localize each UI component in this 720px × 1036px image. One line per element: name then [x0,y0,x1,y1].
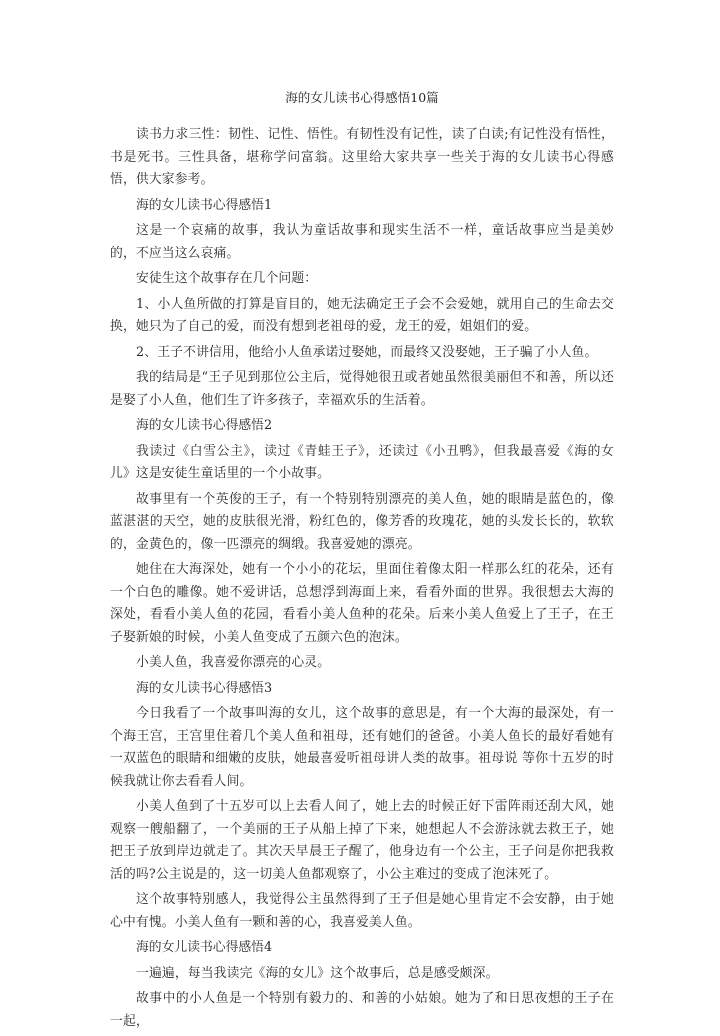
section-heading-1: 海的女儿读书心得感悟1 [136,197,273,213]
section-heading-3: 海的女儿读书心得感悟3 [136,680,273,696]
paragraph: 一遍遍，每当我读完《海的女儿》这个故事后，总是感受颇深。 [136,965,499,981]
paragraph: 1、小人鱼所做的打算是盲目的，她无法确定王子会不会爱她，就用自己的生命去交换，她只为了自己的爱，而没有想到老祖母的爱，龙王的爱，姐姐们的爱。 [110,296,614,334]
page-title: 海的女儿读书心得感悟10篇 [285,90,439,105]
paragraph: 安徒生这个故事存在几个问题： [136,271,318,286]
document-page [110,88,614,1036]
section-heading-4: 海的女儿读书心得感悟4 [136,940,273,955]
paragraph: 小美人鱼，我喜爱你漂亮的心灵。 [136,655,331,670]
paragraph: 2、王子不讲信用，他给小人鱼承诺过娶她，而最终又没娶她，王子骗了小人鱼。 [136,344,598,360]
paragraph: 故事中的小人鱼是一个特别有毅力的、和善的小姑娘。她为了和日思夜想的王子在一起， [110,991,614,1029]
paragraph: 这个故事特别感人，我觉得公主虽然得到了王子但是她心里肯定不会安静，由于她心中有愧。小美人鱼有一颗和善的心，我喜爱美人鱼。 [110,892,614,930]
paragraph: 这是一个哀痛的故事，我认为童话故事和现实生活不一样，童话故事应当是美妙的，不应当这么哀痛。 [110,223,614,261]
paragraph: 我读过《白雪公主》，读过《青蛙王子》，还读过《小丑鸭》，但我最喜爱《海的女儿》这是安徒生童话里的一个小故事。 [110,443,614,481]
paragraph: 小美人鱼到了十五岁可以上去看人间了，她上去的时候正好下雷阵雨还刮大风，她观察一艘船翻了，一个美丽的王子从船上掉了下来，她想起人不会游泳就去救王子，她把王子放到岸边就走了。其次天早晨王子醒了，他身边有一个公主，王子问是你把我救活的吗?公主说是的，这一切美人鱼都观察了，小公主难过的变成了泡沫死了。 [110,799,614,882]
section-heading-2: 海的女儿读书心得感悟2 [136,418,273,433]
paragraph: 今日我看了一个故事叫海的女儿，这个故事的意思是，有一个大海的最深处，有一个海王宫，王宫里住着几个美人鱼和祖母，还有她们的爸爸。小美人鱼长的最好看她有一双蓝色的眼睛和细嫩的皮肤，她最喜爱听祖母讲人类的故事。祖母说 等你十五岁的时候我就让你去看看人间。 [110,706,614,789]
paragraph: 故事里有一个英俊的王子，有一个特别特别漂亮的美人鱼，她的眼睛是蓝色的，像蓝湛湛的天空，她的皮肤很光滑，粉红色的，像芳香的玫瑰花，她的头发长长的，软软的，金黄色的，像一匹漂亮的绸缎。我喜爱她的漂亮。 [110,491,614,552]
intro-paragraph: 读书力求三性：韧性、记性、悟性。有韧性没有记性，读了白读;有记性没有悟性，书是死书。三性具备，堪称学问富翁。这里给大家共享一些关于海的女儿读书心得感悟，供大家参考。 [110,127,614,187]
paragraph: 她住在大海深处，她有一个小小的花坛，里面住着像太阳一样那么红的花朵，还有一个白色的雕像。她不爱讲话，总想浮到海面上来，看看外面的世界。我很想去大海的深处，看看小美人鱼的花园，看看小美人鱼种的花朵。后来小美人鱼爱上了王子，在王子娶新娘的时候，小美人鱼变成了五颜六色的泡沫。 [110,562,614,645]
paragraph: 我的结局是“王子见到那位公主后，觉得她很丑或者她虽然很美丽但不和善，所以还是娶了小人鱼，他们生了许多孩子，幸福欢乐的生活着。 [110,370,614,408]
